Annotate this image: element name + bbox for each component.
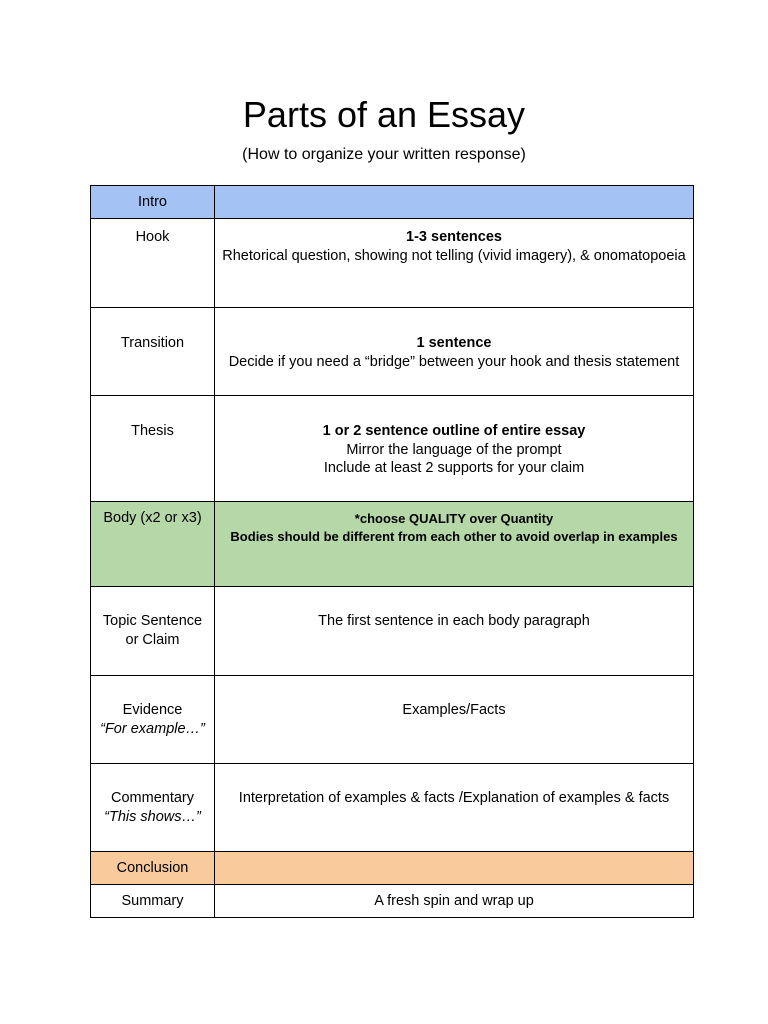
evidence-description: [215, 676, 694, 764]
hook-text: Rhetorical question, showing not telling (vivid imagery), & onomatopoeia: [222, 247, 686, 264]
table-row-topic-sentence: [91, 587, 694, 676]
thesis-description: [215, 396, 694, 502]
page-subtitle: (How to organize your written response): [242, 146, 526, 163]
table-row-conclusion: [91, 852, 694, 885]
body-bold-text-2: Bodies should be different from each other to avoid overlap in examples: [230, 529, 678, 544]
transition-text: Decide if you need a “bridge” between your hook and thesis statement: [228, 353, 680, 370]
thesis-label: Thesis: [91, 396, 215, 502]
page-title: Parts of an Essay: [242, 94, 526, 135]
table-row-transition: [91, 308, 694, 396]
commentary-description: [215, 764, 694, 852]
essay-parts-table: [90, 185, 694, 918]
evidence-text: Examples/Facts: [402, 702, 506, 718]
transition-description: [215, 308, 694, 396]
commentary-label: Commentary: [111, 790, 194, 806]
hook-description: [215, 219, 694, 308]
table-row-intro: [91, 186, 694, 219]
evidence-italic-text: “For example…”: [100, 720, 205, 737]
thesis-line-1: Mirror the language of the prompt: [346, 441, 562, 458]
table-row-body: [91, 502, 694, 587]
commentary-text: Interpretation of examples & facts /Explanation of examples & facts: [238, 790, 670, 806]
topic-sentence-text: The first sentence in each body paragraph: [318, 613, 590, 629]
table-row-hook: [91, 219, 694, 308]
table-row-summary: [91, 885, 694, 918]
transition-label: Transition: [91, 308, 215, 396]
summary-label: Summary: [91, 885, 215, 918]
commentary-label-cell: [91, 764, 215, 852]
topic-sentence-description: [215, 587, 694, 676]
intro-label: Intro: [91, 186, 215, 219]
body-description: [215, 502, 694, 587]
table-row-commentary: [91, 764, 694, 852]
hook-bold-text: 1-3 sentences: [406, 229, 502, 245]
table-row-thesis: [91, 396, 694, 502]
body-label: Body (x2 or x3): [91, 502, 215, 587]
commentary-italic-text: “This shows…”: [104, 808, 201, 825]
thesis-bold-text: 1 or 2 sentence outline of entire essay: [322, 423, 586, 439]
thesis-line-2: Include at least 2 supports for your claim: [323, 460, 585, 476]
conclusion-label: Conclusion: [91, 852, 215, 885]
evidence-label: Evidence: [122, 702, 183, 718]
evidence-label-cell: [91, 676, 215, 764]
intro-description: [215, 186, 694, 219]
summary-text: A fresh spin and wrap up: [374, 892, 534, 909]
table-row-evidence: [91, 676, 694, 764]
topic-sentence-label: Topic Sentence or Claim: [91, 587, 215, 676]
hook-label: Hook: [91, 219, 215, 308]
conclusion-description: [215, 852, 694, 885]
summary-description: [215, 885, 694, 918]
transition-bold-text: 1 sentence: [416, 335, 492, 351]
body-bold-text-1: *choose QUALITY over Quantity: [354, 511, 554, 526]
